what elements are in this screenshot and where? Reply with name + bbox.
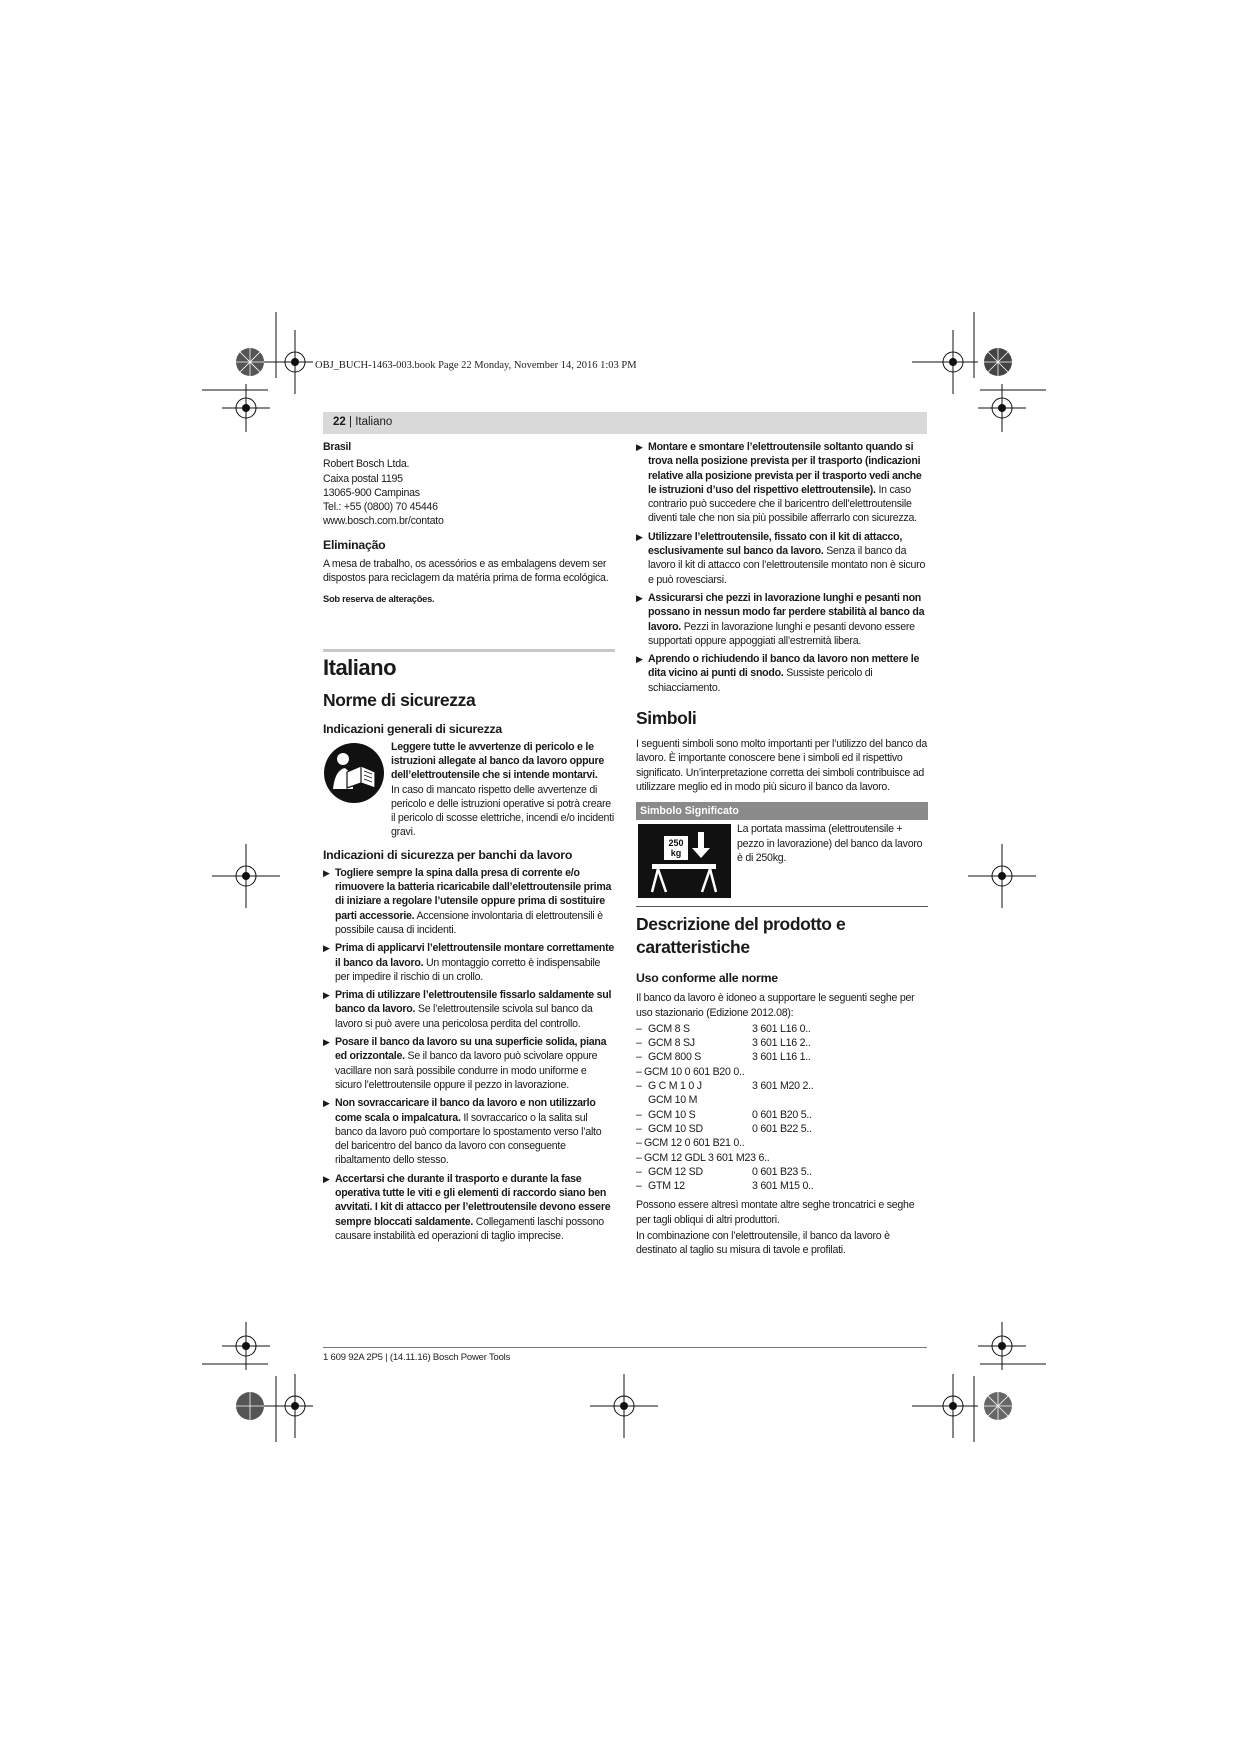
- altre-seghe-text: Possono essere altresì montate altre seghe troncatrici e seghe per tagli obliqui di altri produttori.: [636, 1199, 915, 1226]
- safety-item-text: [648, 652, 928, 695]
- page-header: [333, 416, 392, 428]
- saw-code: 3 601 L16 0..: [752, 1022, 811, 1035]
- eliminacao-text: A mesa de trabalho, os acessórios e as embalagens devem ser dispostos para reciclagem da matéria prima de forma ecológica.: [323, 557, 609, 585]
- safety-item: [323, 1172, 615, 1243]
- safety-item-body: Se l’elettroutensile scivola sul banco da lavoro si può avere una pericolosa perdita del controllo.: [335, 1003, 593, 1030]
- safety-item-body: Sussiste pericolo di schiacciamento.: [648, 667, 873, 694]
- header-section: Italiano: [355, 416, 393, 428]
- saw-row: [636, 1179, 928, 1193]
- symbol-weight: 250: [668, 838, 684, 849]
- safety-item-text: [335, 1172, 615, 1243]
- safety-item-bold: Prima di applicarvi l’elettroutensile montare correttamente il banco da lavoro.: [335, 942, 615, 969]
- safety-item-text: [335, 941, 615, 984]
- dash-mark: –: [636, 1051, 642, 1064]
- reserva-note: Sob reserva de alterações.: [323, 594, 435, 605]
- saw-model: G C M 1 0 J: [648, 1080, 702, 1093]
- dash-mark: –: [636, 1022, 642, 1035]
- symbol-meaning: La portata massima (elettroutensile + pezzo in lavorazione) del banco da lavoro è di 250kg.: [737, 823, 923, 864]
- saw-row: [636, 1079, 928, 1093]
- simboli-text: I seguenti simboli sono molto importanti per l’utilizzo del banco da lavoro. È importante conoscere bene i simboli ed il rispettivo significato. Un’interpretazione corretta dei simboli contribuisce ad utilizzare meglio ed in modo più sicuro il banco da lavoro.: [636, 738, 927, 793]
- saw-code: 3 601 L16 2..: [752, 1037, 811, 1050]
- saw-model: GCM 12 0 601 B21 0..: [644, 1137, 745, 1150]
- brasil-title: Brasil: [323, 441, 351, 453]
- address-line: www.bosch.com.br/contato: [323, 515, 444, 528]
- saw-model: GCM 10 S: [648, 1108, 696, 1121]
- print-slug: OBJ_BUCH-1463-003.book Page 22 Monday, November 14, 2016 1:03 PM: [315, 360, 637, 371]
- descrizione-title: Descrizione del prodotto e caratteristiche: [636, 914, 846, 958]
- safety-item-text: [648, 591, 928, 648]
- max-load-250kg-icon: [638, 824, 731, 898]
- saw-model: GCM 12 SD: [648, 1165, 703, 1178]
- safety-item-text: [335, 1035, 615, 1092]
- uso-text: Il banco da lavoro è idoneo a supportare le seguenti seghe per uso stazionario (Edizione 2012.08):: [636, 992, 915, 1019]
- saw-list: [636, 1022, 928, 1194]
- safety-item-bold: Non sovraccaricare il banco da lavoro e non utilizzarlo come scala o impalcatura.: [335, 1097, 596, 1124]
- safety-item-text: [335, 988, 615, 1031]
- safety-item-bold: Montare e smontare l’elettroutensile soltanto quando si trova nella posizione prevista per il trasporto (indicazioni relative alla posizione prevista per il trasporto vedi anche le istruzioni d’uso del rispettivo elettroutensile).: [648, 441, 922, 496]
- safety-item: [636, 440, 928, 526]
- saw-row: [636, 1165, 928, 1179]
- safety-item: [323, 1035, 615, 1092]
- header-separator: |: [349, 416, 352, 428]
- safety-item-body: Collegamenti laschi possono causare instabilità ed operazioni di taglio imprecise.: [335, 1215, 604, 1242]
- dash-mark: –: [636, 1122, 642, 1135]
- safety-item-bold: Assicurarsi che pezzi in lavorazione lunghi e pesanti non possano in nessun modo far perdere stabilità al banco da lavoro.: [648, 591, 925, 633]
- saw-row: [636, 1122, 928, 1136]
- bullet-arrow-icon: ▶: [636, 531, 643, 542]
- read-manual-icon: [323, 742, 385, 804]
- saw-code: 0 601 B20 5..: [752, 1108, 812, 1121]
- address-line: 13065-900 Campinas: [323, 486, 420, 499]
- safety-item: [636, 652, 928, 695]
- saw-model: GTM 12: [648, 1180, 685, 1193]
- saw-row: [636, 1136, 928, 1150]
- safety-item-body: Il sovraccarico o la salita sul banco da lavoro può comportare lo spostamento verso l’alto del baricentro del banco da lavoro con conseguente ribaltamento dello stesso.: [335, 1111, 602, 1167]
- safety-item-bold: Togliere sempre la spina dalla presa di corrente e/o rimuovere la batteria ricaricabile dall’elettroutensile prima di iniziare a regolare l’utensile oppure prima di sostituire parti accessorie.: [335, 866, 612, 922]
- safety-item: [323, 866, 615, 937]
- safety-item-body: Pezzi in lavorazione lunghi e pesanti devono essere supportati oppure appoggiati all’estremità libera.: [648, 620, 915, 647]
- safety-item-bold: Aprendo o richiudendo il banco da lavoro non mettere le dita vicino ai punti di snodo.: [648, 653, 920, 680]
- saw-model: GCM 8 SJ: [648, 1037, 695, 1050]
- saw-code: 3 601 M20 2..: [752, 1080, 814, 1093]
- safety-item-bold: Posare il banco da lavoro su una superficie solida, piana ed orizzontale.: [335, 1036, 607, 1063]
- general-warning-text: [391, 740, 615, 840]
- safety-item: [323, 941, 615, 984]
- saw-model: GCM 10 SD: [648, 1122, 703, 1135]
- saw-code: 0 601 B23 5..: [752, 1165, 812, 1178]
- saw-row: [636, 1022, 928, 1036]
- saw-row: [636, 1036, 928, 1050]
- safety-item-body: Accensione involontaria di elettroutensili è possibile causa di incidenti.: [335, 909, 603, 936]
- dash-mark: [636, 1093, 648, 1107]
- bullet-arrow-icon: ▶: [636, 442, 643, 452]
- dash-mark: –: [636, 1108, 642, 1121]
- safety-item-body: Senza il banco da lavoro il kit di attacco con l’elettroutensile montato non è sicuro e può rovesciarsi.: [648, 545, 926, 586]
- bullet-arrow-icon: ▶: [636, 592, 643, 603]
- safety-item-bold: Prima di utilizzare l’elettroutensile fissarlo saldamente sul banco da lavoro.: [335, 989, 612, 1016]
- general-warning-bold: Leggere tutte le avvertenze di pericolo e le istruzioni allegate al banco da lavoro oppure dell’elettroutensile che si intende montarvi.: [391, 740, 605, 782]
- banchi-safety-title: Indicazioni di sicurezza per banchi da lavoro: [323, 847, 573, 862]
- brasil-address: [323, 457, 615, 528]
- safety-item-text: [335, 866, 615, 937]
- dash-mark: –: [636, 1137, 642, 1150]
- saw-model: GCM 8 S: [648, 1022, 690, 1035]
- simboli-title: Simboli: [636, 708, 697, 729]
- safety-item: [636, 591, 928, 648]
- symbol-table: [636, 802, 928, 907]
- safety-item: [636, 530, 928, 587]
- dash-mark: –: [636, 1165, 642, 1178]
- footer-rule: [323, 1347, 927, 1348]
- saw-code: 3 601 M15 0..: [752, 1180, 814, 1193]
- saw-model: GCM 10 M: [648, 1094, 698, 1107]
- banchi-list: [323, 866, 615, 1243]
- saw-model: GCM 12 GDL 3 601 M23 6..: [644, 1151, 770, 1164]
- dash-mark: –: [636, 1180, 642, 1193]
- page-number: 22: [333, 416, 346, 428]
- safety-item-text: [648, 530, 928, 587]
- symbol-table-row: [636, 820, 928, 907]
- bullet-arrow-icon: ▶: [636, 654, 643, 665]
- dash-mark: –: [636, 1065, 642, 1078]
- safety-item-body: In caso contrario può succedere che il baricentro dell’elettroutensile diventi tale che non sia più possibile afferrarlo con sicurezza.: [648, 483, 917, 525]
- symbol-table-header: Simbolo Significato: [636, 802, 928, 820]
- bullet-arrow-icon: ▶: [323, 1098, 330, 1109]
- bullet-arrow-icon: ▶: [323, 990, 330, 1001]
- address-line: Robert Bosch Ltda.: [323, 458, 410, 471]
- bullet-arrow-icon: ▶: [323, 943, 330, 954]
- saw-code: 0 601 B22 5..: [752, 1122, 812, 1135]
- safety-item: [323, 988, 615, 1031]
- left-column: [323, 440, 615, 1243]
- norme-title: Norme di sicurezza: [323, 689, 476, 710]
- symbol-unit: kg: [670, 848, 682, 859]
- dash-mark: –: [636, 1151, 642, 1164]
- section-rule: [323, 649, 615, 652]
- safety-item-body: Un montaggio corretto è indispensabile per impedire il rischio di un crollo.: [335, 956, 601, 983]
- bullet-arrow-icon: ▶: [323, 867, 330, 878]
- italiano-title: Italiano: [323, 654, 397, 680]
- safety-item-text: [335, 1096, 615, 1167]
- general-safety-title: Indicazioni generali di sicurezza: [323, 721, 502, 736]
- saw-row: [636, 1108, 928, 1122]
- bullet-arrow-icon: ▶: [323, 1173, 330, 1184]
- general-warning: [323, 740, 615, 840]
- page-header-bar: [323, 412, 927, 434]
- saw-model: GCM 800 S: [648, 1051, 702, 1064]
- address-line: Tel.: +55 (0800) 70 45446: [323, 501, 438, 514]
- saw-code: 3 601 L16 1..: [752, 1051, 811, 1064]
- combinazione-text: In combinazione con l’elettroutensile, il banco da lavoro è destinato al taglio su misura di tavole e profilati.: [636, 1229, 890, 1257]
- saw-row: [636, 1093, 928, 1107]
- general-warning-body: In caso di mancato rispetto delle avvertenze di pericolo e delle istruzioni operative si potrà creare il pericolo di scosse elettriche, incendi e/o incidenti gravi.: [391, 783, 614, 839]
- right-column: [636, 440, 928, 1258]
- saw-row: [636, 1050, 928, 1064]
- safety-item-bold: Accertarsi che durante il trasporto e durante la fase operativa tutte le viti e gli elementi di raccordo siano ben avvitati. I kit di attacco per l’elettroutensile devono essere sempre bloccati saldamente.: [335, 1172, 611, 1228]
- address-line: Caixa postal 1195: [323, 472, 403, 485]
- saw-row: [636, 1151, 928, 1165]
- safety-item: [323, 1096, 615, 1167]
- safety-item-body: Se il banco da lavoro può scivolare oppure vacillare non sarà possibile condurre in modo uniforme e sicuro l’elettroutensile oppure il pezzo in lavorazione.: [335, 1050, 598, 1091]
- saw-model: GCM 10 0 601 B20 0..: [644, 1065, 745, 1078]
- eliminacao-title: Eliminação: [323, 537, 386, 552]
- dash-mark: –: [636, 1037, 642, 1050]
- page-footer: 1 609 92A 2P5 | (14.11.16) Bosch Power Tools: [323, 1352, 511, 1363]
- safety-item-text: [648, 440, 928, 526]
- dash-mark: –: [636, 1080, 642, 1093]
- uso-title: Uso conforme alle norme: [636, 971, 778, 986]
- bullet-arrow-icon: ▶: [323, 1037, 330, 1048]
- safety-item-bold: Utilizzare l’elettroutensile, fissato con il kit di attacco, esclusivamente sul banco da lavoro.: [648, 530, 903, 558]
- saw-row: [636, 1065, 928, 1079]
